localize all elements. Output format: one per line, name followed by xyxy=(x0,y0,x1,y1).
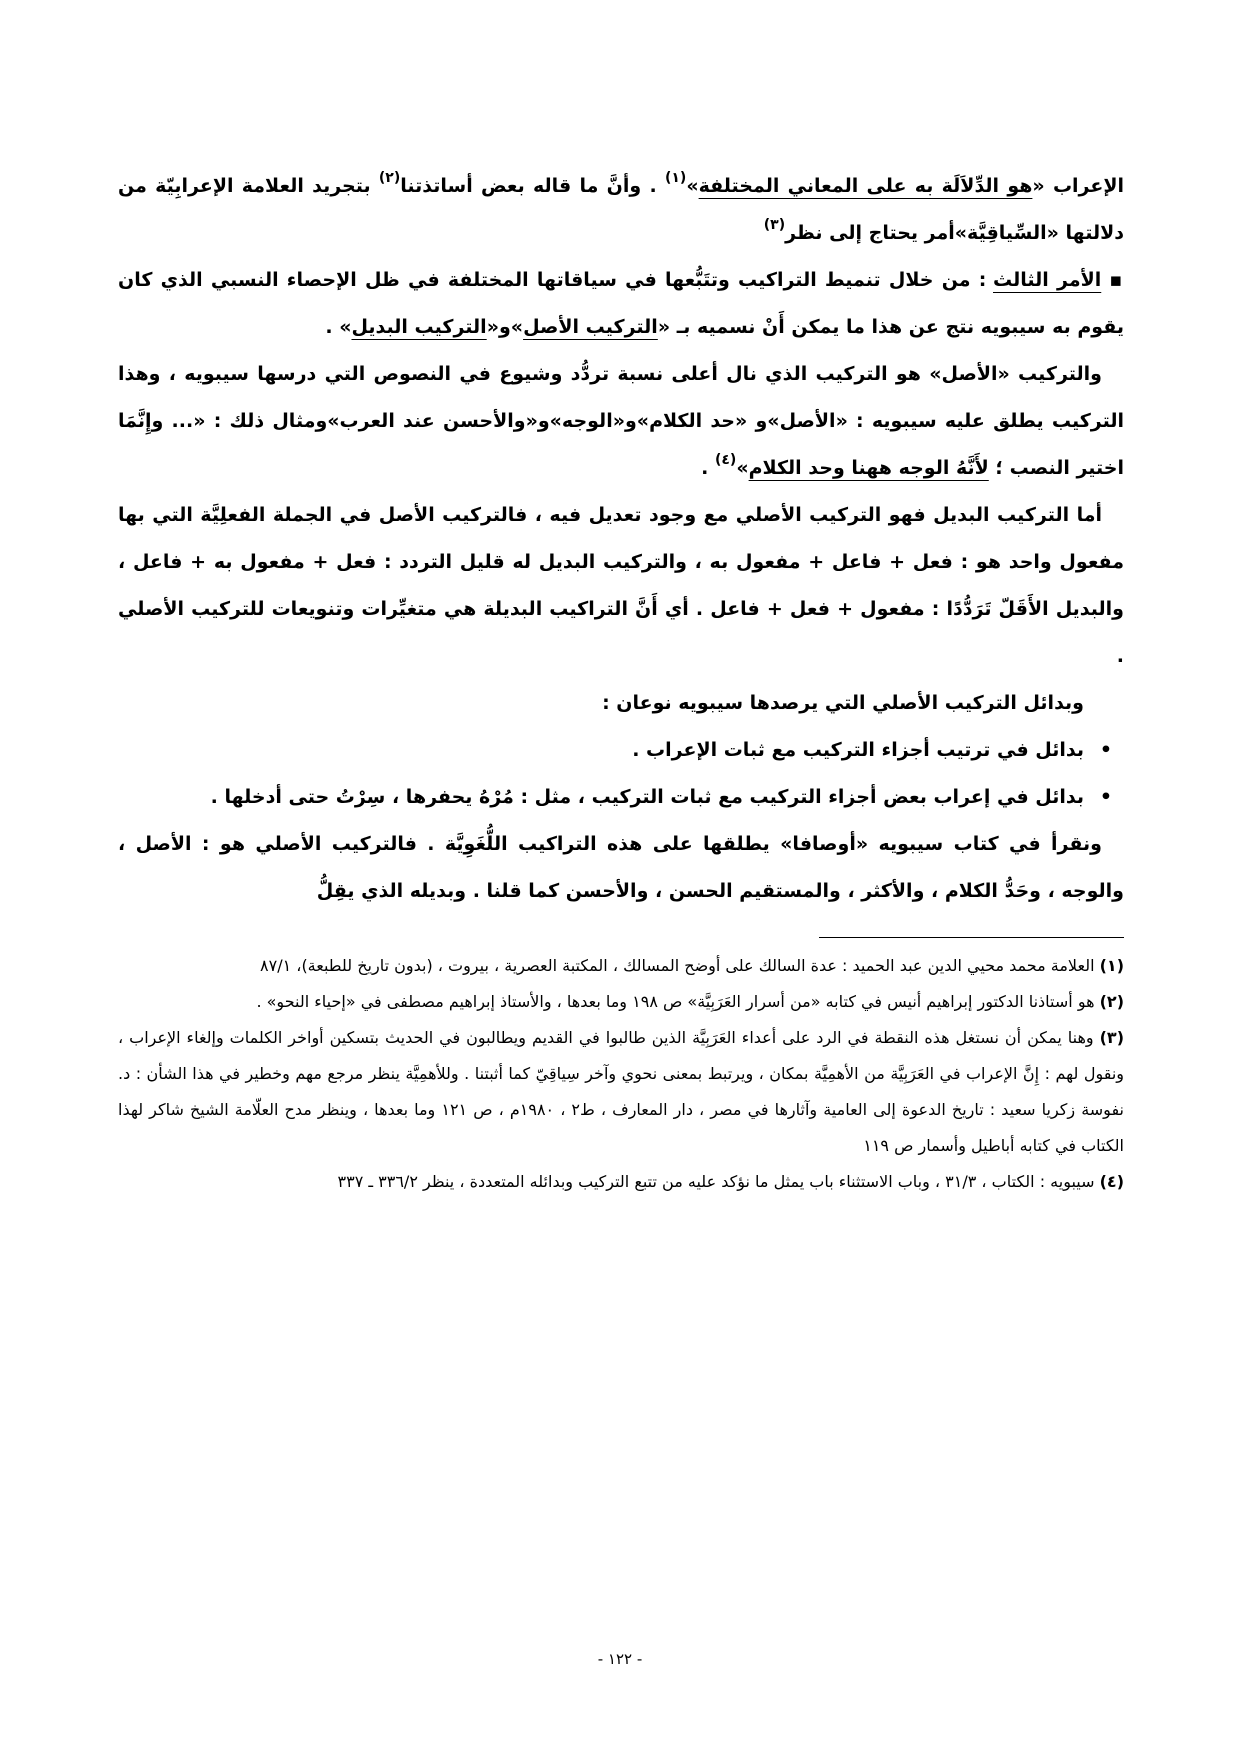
underlined-quote: هو الدِّلاَلَة به على المعاني المختلفة xyxy=(698,175,1033,197)
bullet-list xyxy=(118,727,1124,821)
footnote-1 xyxy=(118,948,1124,984)
list-item: • بدائل في ترتيب أجزاء التركيب مع ثبات الإعراب . xyxy=(118,727,1084,774)
footnote-number: (٢) xyxy=(1099,992,1124,1011)
footnote-ref-2[interactable]: (٢) xyxy=(378,170,401,186)
underlined-heading: الأمر الثالث xyxy=(993,269,1102,291)
footnote-text: هو أستاذنا الدكتور إبراهيم أنيس في كتابه «من أسرار العَرَبِيَّة» ص ١٩٨ وما بعدها ، والأستاذ إبراهيم مصطفى في «إحياء النحو» . xyxy=(256,992,1100,1011)
paragraph-6: ونقرأ في كتاب سيبويه «أوصافا» يطلقها على هذه التراكيب اللُّغَوِيَّة . فالتركيب الأصلي هو : الأصل ، والوجه ، وحَدُّ الكلام ، والأكثر ، والمستقيم الحسن ، والأحسن كما قلنا . وبديله الذي يقِلُّ xyxy=(118,833,1124,902)
text: » xyxy=(686,175,699,197)
footnote-ref-4[interactable]: (٤) xyxy=(714,452,737,468)
underlined-term: التركيب البديل xyxy=(351,316,487,338)
paragraph-2 xyxy=(118,257,1124,351)
text: . xyxy=(701,457,715,479)
footnote-2 xyxy=(118,984,1124,1020)
text: »و« xyxy=(486,316,524,338)
paragraph-4: أما التركيب البديل فهو التركيب الأصلي مع وجود تعديل فيه ، فالتركيب الأصل في الجملة الفعلِيَّة التي بها مفعول واحد هو : فعل + فاعل + مفعول به ، والتركيب البديل له قليل التردد : فعل + مفعول به + فاعل ، والبديل الأَقَلّ تَرَدُّدًا : مفعول + فعل + فاعل . أي أَنَّ التراكيب البديلة هي متغيِّرات وتنويعات للتركيب الأصلي . xyxy=(118,504,1124,667)
square-bullet-icon: ▪ xyxy=(1109,269,1124,291)
footnote-3 xyxy=(118,1020,1124,1164)
footnote-number: (٣) xyxy=(1099,1028,1124,1047)
underlined-term: التركيب الأصل xyxy=(523,316,658,338)
text: : من خلال تنميط التراكيب وتتَبُّعها في سياقاتها المختلفة في ظل الإحصاء النسبي الذي كان يقوم به سيبويه نتج عن هذا ما يمكن أَنْ نسميه بـ « xyxy=(118,269,1124,338)
footnote-ref-1[interactable]: (١) xyxy=(664,170,687,186)
footnote-text: وهنا يمكن أن نستغل هذه النقطة في الرد على أعداء العَرَبِيَّة الذين طالبوا في القديم ويطالبون في الحديث بتسكين أواخر الكلمات وإلغاء الإعراب ، ونقول لهم : إِنَّ الإعراب في العَرَبِيَّة من الأهمِيَّة بمكان ، ويرتبط بمعنى نحوي وآخر سِياقِيّ كما أثبتنا . وللأهمِيَّة ينظر مرجع مهم وخطير في هذا الشأن : د. نفوسة زكريا سعيد : تاريخ الدعوة إلى العامية وآثارها في مصر ، دار المعارف ، ط٢ ، ١٩٨٠م ، ص ١٢١ وما بعدها ، وينظر مدح العلّامة الشيخ شاكر لهذا الكتاب في كتابه أباطيل وأسمار ص ١١٩ xyxy=(118,1028,1124,1155)
footnote-number: (٤) xyxy=(1099,1172,1124,1191)
text: بتجريد العلامة الإعرابِيّة من دلالتها «السِّياقِيَّة»أمر يحتاج إلى نظر xyxy=(118,175,1124,244)
paragraph-5: وبدائل التركيب الأصلي التي يرصدها سيبويه نوعان : xyxy=(602,692,1084,714)
text: . وأنَّ ما قاله بعض أساتذتنا xyxy=(400,175,665,197)
document-page xyxy=(118,163,1124,1200)
list-item: • بدائل في إعراب بعض أجزاء التركيب مع ثبات التركيب ، مثل : مُرْهُ يحفرها ، سِرْتُ حتى أدخلها . xyxy=(118,774,1084,821)
footnote-ref-3[interactable]: (٣) xyxy=(763,217,786,233)
footnote-number: (١) xyxy=(1099,956,1124,975)
paragraph-3 xyxy=(118,351,1124,492)
footnotes xyxy=(118,948,1124,1200)
underlined-quote: لأَنَّهُ الوجه ههنا وحد الكلام xyxy=(748,457,989,479)
text: » . xyxy=(325,316,352,338)
footnote-text: العلامة محمد محيي الدين عبد الحميد : عدة السالك على أوضح المسالك ، المكتبة العصرية ، بيروت ، (بدون تاريخ للطبعة)، ٨٧/١ xyxy=(260,956,1100,975)
footnote-text: سيبويه : الكتاب ، ٣١/٣ ، وباب الاستثناء باب يمثل ما نؤكد عليه من تتبع التركيب وبدائله المتعددة ، ينظر ٣٣٦/٢ ـ ٣٣٧ xyxy=(337,1172,1100,1191)
footnote-4 xyxy=(118,1164,1124,1200)
text: والتركيب «الأصل» هو التركيب الذي نال أعلى نسبة تردُّد وشيوع في النصوص التي درسها سيبويه ، وهذا التركيب يطلق عليه سيبويه : «الأصل»و «حد الكلام»و«الوجه»و«والأحسن عند العرب»ومثال ذلك : «... وإِنَّمَا اختير النصب ؛ xyxy=(118,363,1124,479)
paragraph-1 xyxy=(118,163,1124,257)
page-number: - ١٢٢ - xyxy=(597,1650,643,1668)
text: » xyxy=(736,457,749,479)
text: الإعراب « xyxy=(1032,175,1125,197)
main-text xyxy=(118,163,1124,915)
footnote-separator xyxy=(819,937,1124,938)
